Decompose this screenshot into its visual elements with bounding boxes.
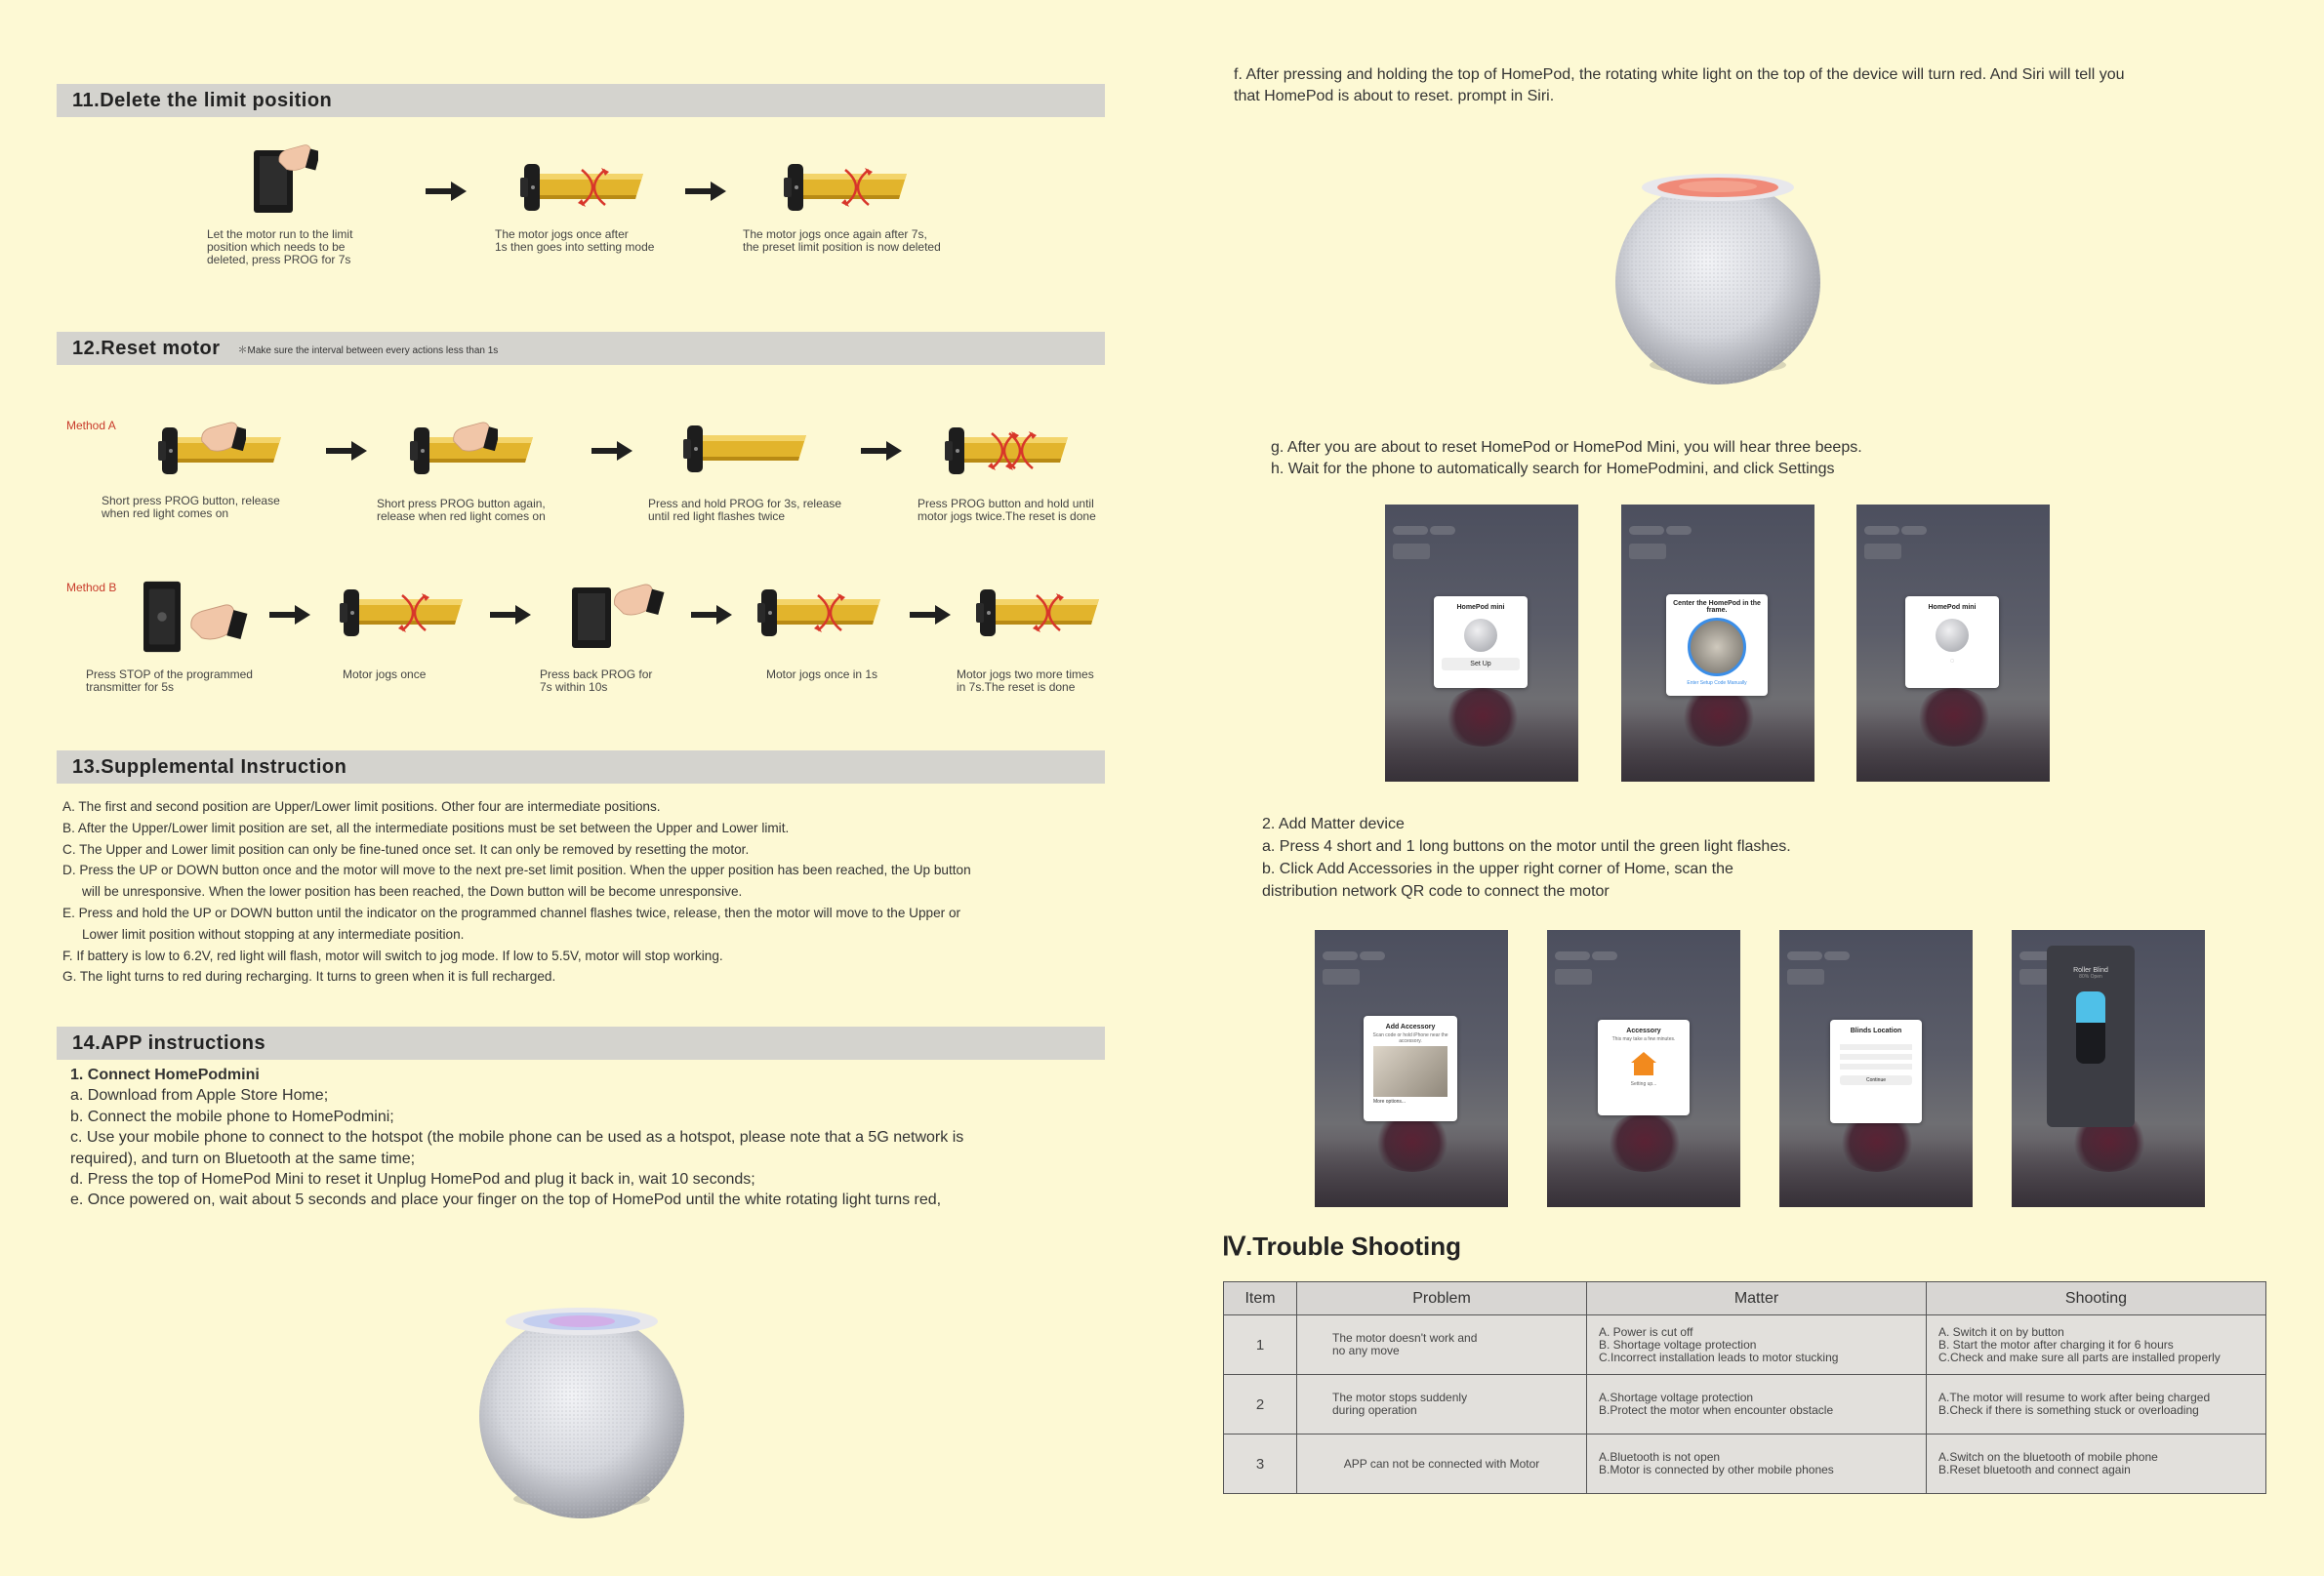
list-item: B. After the Upper/Lower limit position are set, all the intermediate positions must be set between the Upper and Lower limit.	[62, 820, 790, 835]
list-item: C. The Upper and Lower limit position can only be fine-tuned once set. It can only be removed by resetting the motor.	[62, 841, 750, 857]
text-line: h. Wait for the phone to automatically search for HomePodmini, and click Settings	[1271, 461, 1835, 477]
arrow-icon	[591, 441, 632, 461]
table-header-row	[1224, 1282, 2266, 1315]
section-11-bar	[57, 84, 1105, 117]
rotation-arrows-icon	[394, 586, 433, 640]
list-item: required), and turn on Bluetooth at the same time;	[70, 1150, 416, 1167]
blind-control-panel	[2047, 946, 2135, 1127]
phone-screenshot	[1547, 930, 1740, 1207]
text-line: f. After pressing and holding the top of HomePod, the rotating white light on the top of the device will turn red. And Siri will tell you	[1234, 66, 2125, 83]
section-12-bar	[57, 332, 1105, 365]
method-a-label: Method A	[66, 419, 116, 432]
camera-view	[1373, 1046, 1447, 1097]
problem-cell: APP can not be connected with Motor	[1297, 1435, 1587, 1494]
caption: Press PROG button and hold until motor jogs twice.The reset is done	[917, 497, 1096, 523]
caption: The motor jogs once again after 7s, the preset limit position is now deleted	[743, 227, 941, 254]
arrow-icon	[685, 182, 726, 201]
list-item: a. Download from Apple Store Home;	[70, 1087, 329, 1105]
motor-hand-illustration	[568, 578, 670, 654]
status-text: Setting up...	[1630, 1081, 1657, 1087]
shooting-cell: A. Switch it on by button B. Start the motor after charging it for 6 hours C.Check and make sure all parts are installed properly	[1927, 1315, 2266, 1375]
caption: Motor jogs once	[343, 667, 427, 681]
list-item: d. Press the top of HomePod Mini to reset it Unplug HomePod and plug it back in, wait 10 seconds;	[70, 1171, 755, 1189]
homepod-image	[474, 1304, 689, 1518]
text-line: a. Press 4 short and 1 long buttons on the motor until the green light flashes.	[1262, 838, 1791, 855]
column-header: Item	[1224, 1282, 1297, 1315]
phone-screenshot	[1385, 505, 1578, 782]
problem-cell: The motor doesn't work and no any move	[1297, 1315, 1587, 1375]
phone-screenshot	[1621, 505, 1814, 782]
item-cell: 2	[1224, 1375, 1297, 1435]
phone-screenshot	[1779, 930, 1973, 1207]
trouble-shooting-table	[1223, 1281, 2266, 1494]
supplemental-list	[62, 796, 971, 988]
homepod-icon	[1464, 619, 1497, 652]
dialog-subtitle: Scan code or hold iPhone near the accessory.	[1372, 1032, 1448, 1044]
matter-steps	[1262, 813, 1791, 903]
column-header: Matter	[1587, 1282, 1927, 1315]
item-cell: 3	[1224, 1435, 1297, 1494]
dialog-card	[1364, 1016, 1457, 1121]
section-14-bar	[57, 1027, 1105, 1060]
list-item: E. Press and hold the UP or DOWN button until the indicator on the programmed channel flashes twice, release, then the motor will move to the Upper or	[62, 905, 961, 920]
column-header: Shooting	[1927, 1282, 2266, 1315]
text-line: that HomePod is about to reset. prompt in Siri.	[1234, 88, 1555, 104]
rotation-arrows-icon	[1001, 424, 1040, 478]
hand-icon	[447, 416, 498, 459]
arrow-icon	[426, 182, 467, 201]
arrow-icon	[326, 441, 367, 461]
dialog-card	[1830, 1020, 1922, 1123]
rotation-arrows-icon	[574, 160, 613, 215]
text-line: distribution network QR code to connect the motor	[1262, 883, 1610, 900]
dialog-card	[1598, 1020, 1690, 1115]
step-gh-text	[1271, 437, 1862, 480]
dialog-title: Blinds Location	[1850, 1028, 1902, 1034]
method-b-label: Method B	[66, 581, 117, 594]
text-line: g. After you are about to reset HomePod or HomePod Mini, you will hear three beeps.	[1271, 439, 1862, 456]
app-heading: 1. Connect HomePodmini	[70, 1067, 260, 1083]
step-f-text	[1234, 64, 2125, 107]
rotation-arrows-icon	[810, 586, 849, 640]
shooting-cell: A.Switch on the bluetooth of mobile phone B.Reset bluetooth and connect again	[1927, 1435, 2266, 1494]
column-header: Problem	[1297, 1282, 1587, 1315]
list-item: c. Use your mobile phone to connect to the hotspot (the mobile phone can be used as a hotspot, please note that a 5G network is	[70, 1129, 964, 1147]
section-13-bar	[57, 750, 1105, 784]
list-item: will be unresponsive. When the lower position has been reached, the Down button will be become unresponsive.	[82, 884, 743, 900]
text-line: 2. Add Matter device	[1262, 816, 1405, 832]
setup-button[interactable]: Set Up	[1442, 658, 1520, 670]
blind-slider[interactable]	[2076, 991, 2105, 1064]
table-row	[1224, 1375, 2266, 1435]
dialog-subtitle: This may take a few minutes.	[1611, 1036, 1676, 1042]
caption: Let the motor run to the limit position which needs to be deleted, press PROG for 7s	[207, 227, 353, 266]
table-row	[1224, 1435, 2266, 1494]
matter-cell: A.Shortage voltage protection B.Protect the motor when encounter obstacle	[1587, 1375, 1927, 1435]
list-item: D. Press the UP or DOWN button once and the motor will move to the next pre-set limit position. When the upper position has been reached, the Up button	[62, 863, 971, 878]
section-12-title: 12.Reset motor	[72, 337, 221, 359]
list-item: Lower limit position without stopping at any intermediate position.	[82, 926, 465, 942]
caption: Press and hold PROG for 3s, release until red light flashes twice	[648, 497, 842, 523]
caption: The motor jogs once after 1s then goes into setting mode	[495, 227, 655, 254]
phone-screenshot	[2012, 930, 2205, 1207]
home-icon	[1629, 1050, 1658, 1077]
app-instructions	[70, 1065, 963, 1211]
dialog-card	[1434, 596, 1528, 688]
arrow-icon	[490, 605, 531, 625]
list-item: A. The first and second position are Upper/Lower limit positions. Other four are intermediate positions.	[62, 799, 661, 814]
table-row	[1224, 1315, 2266, 1375]
caption: Press STOP of the programmed transmitter for 5s	[86, 667, 253, 694]
list-item: b. Connect the mobile phone to HomePodmini;	[70, 1108, 394, 1125]
list-item: G. The light turns to red during recharging. It turns to green when it is full recharged.	[62, 969, 556, 985]
phone-screenshot	[1315, 930, 1508, 1207]
trouble-shooting-title: Ⅳ.Trouble Shooting	[1222, 1232, 1461, 1261]
camera-frame-icon	[1688, 618, 1746, 676]
matter-cell: A. Power is cut off B. Shortage voltage protection C.Incorrect installation leads to motor stucking	[1587, 1315, 1927, 1375]
dialog-card	[1905, 596, 1999, 688]
caption: Short press PROG button again, release when red light comes on	[377, 497, 546, 523]
arrow-icon	[910, 605, 951, 625]
dialog-title: HomePod mini	[1456, 604, 1505, 611]
rotation-arrows-icon	[837, 160, 877, 215]
homepod-reset-image	[1610, 170, 1825, 384]
section-14-title: 14.APP instructions	[72, 1031, 266, 1054]
list-item: F. If battery is low to 6.2V, red light will flash, motor will switch to jog mode. If low to 5.5V, motor will stop working.	[62, 948, 723, 963]
dialog-title: Add Accessory	[1385, 1024, 1436, 1030]
manual-code-link[interactable]: Enter Setup Code Manually	[1687, 680, 1747, 686]
rotation-arrows-icon	[1029, 586, 1068, 640]
caption: Motor jogs two more times in 7s.The reset is done	[957, 667, 1094, 694]
more-options-link[interactable]: More options...	[1373, 1099, 1407, 1105]
arrow-icon	[861, 441, 902, 461]
section-13-title: 13.Supplemental Instruction	[72, 755, 347, 778]
text-line: b. Click Add Accessories in the upper right corner of Home, scan the	[1262, 861, 1733, 877]
device-status: 80% Open	[2079, 974, 2102, 980]
dialog-card	[1666, 594, 1768, 696]
section-11-title: 11.Delete the limit position	[72, 89, 333, 111]
hand-icon	[195, 416, 246, 459]
continue-button[interactable]: Continue	[1840, 1075, 1912, 1085]
caption: Short press PROG button, release when red light comes on	[102, 494, 280, 520]
caption: Motor jogs once in 1s	[766, 667, 878, 681]
matter-cell: A.Bluetooth is not open B.Motor is connected by other mobile phones	[1587, 1435, 1927, 1494]
problem-cell: The motor stops suddenly during operation	[1297, 1375, 1587, 1435]
phone-screenshot	[1856, 505, 2050, 782]
shooting-cell: A.The motor will resume to work after being charged B.Check if there is something stuck or overloading	[1927, 1375, 2266, 1435]
dialog-title: HomePod mini	[1928, 604, 1977, 611]
list-item: e. Once powered on, wait about 5 seconds and place your finger on the top of HomePod until the white rotating light turns red,	[70, 1192, 942, 1209]
motor-tube-illustration	[681, 422, 808, 476]
device-title: Roller Blind	[2073, 967, 2108, 974]
dialog-title: Center the HomePod in the frame.	[1673, 600, 1761, 614]
motor-hand-illustration	[250, 139, 318, 217]
dialog-title: Accessory	[1626, 1028, 1661, 1034]
arrow-icon	[269, 605, 310, 625]
section-12-note: ＊Make sure the interval between every actions less than 1s	[237, 344, 499, 356]
item-cell: 1	[1224, 1315, 1297, 1375]
homepod-icon	[1936, 619, 1969, 652]
remote-hand-illustration	[141, 580, 248, 654]
arrow-icon	[691, 605, 732, 625]
caption: Press back PROG for 7s within 10s	[540, 667, 653, 694]
spinner-icon: ◌	[1949, 658, 1955, 665]
